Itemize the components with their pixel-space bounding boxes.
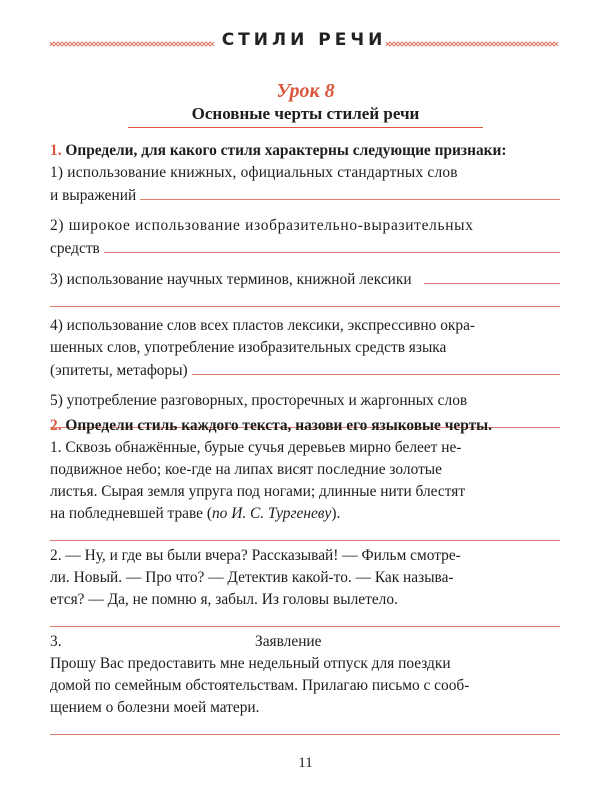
- answer-line[interactable]: [50, 611, 560, 627]
- item-4-line-3: [50, 359, 560, 382]
- answer-line[interactable]: [50, 719, 560, 735]
- task-1-prompt: [50, 140, 560, 162]
- task-2-number: 2.: [50, 417, 62, 434]
- lesson-number: Урок 8: [276, 80, 335, 102]
- item-4-line-1: [50, 315, 560, 337]
- answer-line[interactable]: [140, 184, 560, 200]
- item-1-text: 1) использование книжных, официальных стандартных слов: [50, 164, 458, 181]
- text-1-content: на побледневшей траве (: [50, 505, 212, 522]
- task-2: [50, 415, 560, 735]
- item-3-text: 3) использование научных терминов, книжной лексики: [50, 271, 412, 288]
- text-3-content: Прошу Вас предоставить мне недельный отпуск для поездки: [50, 655, 451, 672]
- text-1-source: по И. С. Тургеневу: [211, 505, 332, 522]
- section-header: [50, 30, 560, 60]
- task-1-number: 1.: [50, 142, 62, 159]
- item-2-line-1: [50, 215, 560, 237]
- lesson-title: Основные черты стилей речи: [191, 104, 420, 123]
- item-1-line-1: [50, 162, 560, 184]
- item-4-text: 4) использование слов всех пластов лексики, экспрессивно окра-: [50, 317, 476, 334]
- text-3-line-2: [50, 675, 560, 697]
- text-3-number: 3.: [50, 633, 62, 650]
- item-4-line-2: [50, 337, 560, 359]
- item-5-line-1: [50, 390, 560, 412]
- text-2-line-2: [50, 567, 560, 589]
- decorative-border-right: [386, 40, 561, 48]
- answer-line[interactable]: [424, 268, 560, 284]
- task-1: [50, 140, 560, 428]
- text-1-line-4: [50, 503, 560, 525]
- text-1-end: ).: [331, 505, 341, 522]
- section-title: СТИЛИ РЕЧИ: [221, 30, 387, 50]
- text-1-line-2: [50, 459, 560, 481]
- answer-line[interactable]: [50, 525, 560, 541]
- task-2-prompt: [50, 415, 560, 437]
- item-5-text: 5) употребление разговорных, просторечных и жаргонных слов: [50, 392, 468, 409]
- item-2-text: 2) широкое использование изобразительно-выразительных: [50, 217, 474, 234]
- text-3-line-3: [50, 697, 560, 719]
- text-3-content: домой по семейным обстоятельствам. Прилагаю письмо с сооб-: [50, 677, 470, 694]
- text-3-line-1: [50, 653, 560, 675]
- text-2-content: ется? — Да, не помню я, забыл. Из головы вылетело.: [50, 591, 398, 608]
- text-3-heading-line: [50, 631, 560, 653]
- text-2-content: 2. — Ну, и где вы были вчера? Рассказывай! — Фильм смотре-: [50, 547, 461, 564]
- answer-line[interactable]: [104, 237, 560, 253]
- page-number: 11: [298, 755, 313, 771]
- decorative-border-left: [50, 40, 215, 48]
- item-3-line-1: [50, 268, 560, 291]
- text-2-line-3: [50, 589, 560, 611]
- item-4-text-end: (эпитеты, метафоры): [50, 362, 188, 379]
- item-2-text-cont: средств: [50, 240, 100, 257]
- text-1-line-1: [50, 437, 560, 459]
- title-underline: [128, 127, 483, 128]
- task-1-text: Определи, для какого стиля характерны следующие признаки:: [65, 142, 507, 159]
- text-1-content: листья. Сырая земля упруга под ногами; длинные нити блестят: [50, 483, 466, 500]
- task-2-text: Определи стиль каждого текста, назови его языковые черты.: [65, 417, 493, 434]
- item-1-line-2: [50, 184, 560, 207]
- item-2-line-2: [50, 237, 560, 260]
- text-3-content: щением о болезни моей матери.: [50, 699, 260, 716]
- text-1-content: 1. Сквозь обнажённые, бурые сучья деревьев мирно белеет не-: [50, 439, 462, 456]
- text-2-line-1: [50, 545, 560, 567]
- item-4-text-cont: шенных слов, употребление изобразительных средств языка: [50, 339, 447, 356]
- answer-line[interactable]: [192, 359, 560, 375]
- text-1-content: подвижное небо; кое-где на липах висят последние золотые: [50, 461, 442, 478]
- text-3-heading: Заявление: [255, 633, 322, 650]
- answer-line[interactable]: [50, 291, 560, 307]
- text-1-line-3: [50, 481, 560, 503]
- text-2-content: ли. Новый. — Про что? — Детектив какой-то. — Как называ-: [50, 569, 454, 586]
- item-1-text-cont: и выражений: [50, 187, 137, 204]
